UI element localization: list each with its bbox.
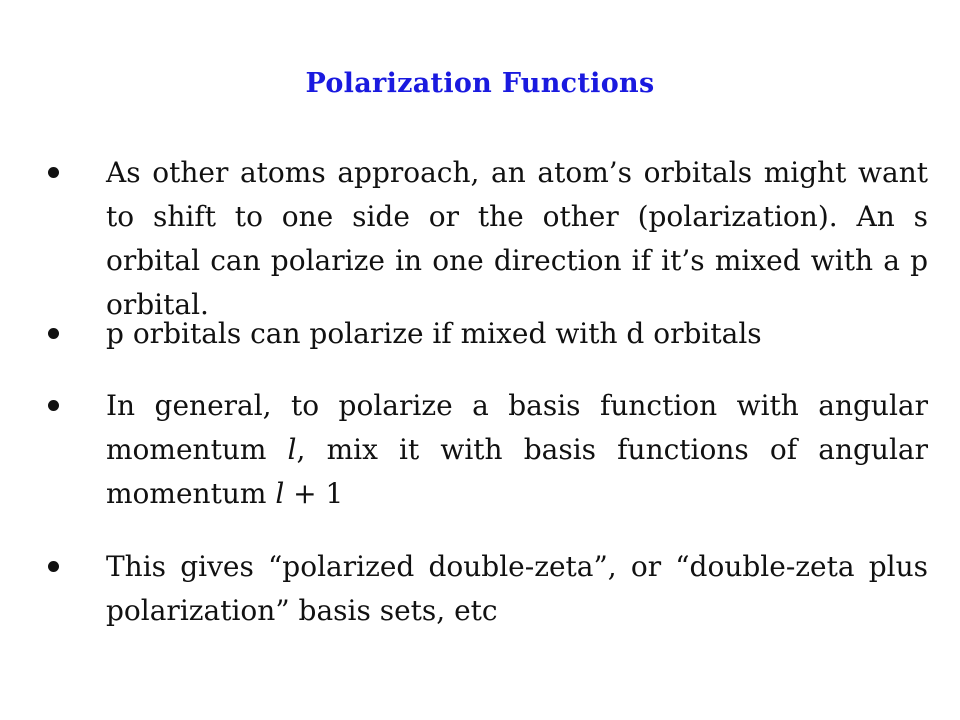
bullet-text-part: + 1 [284, 477, 344, 510]
bullet-text: As other atoms approach, an atom’s orbitals might want to shift to one side or the other (polarization). An s orbital can polarize in one direction if it’s mixed with a p orbital. [106, 156, 928, 321]
bullet-text [106, 384, 928, 516]
bullet-item [48, 151, 928, 327]
bullet-text-part: In general, to polarize a basis function with angular momentum [106, 389, 928, 466]
bullet-text: This gives “polarized double-zeta”, or “double-zeta plus polarization” basis sets, etc [106, 550, 928, 627]
bullet-item [48, 384, 928, 516]
bullet-dot-icon [48, 328, 59, 339]
slide-title: Polarization Functions [305, 68, 655, 99]
bullet-dot-icon [48, 167, 59, 178]
bullet-text: p orbitals can polarize if mixed with d orbitals [106, 317, 762, 350]
bullet-item [48, 545, 928, 633]
math-variable-l: l [275, 477, 285, 510]
bullet-dot-icon [48, 561, 59, 572]
bullet-dot-icon [48, 400, 59, 411]
math-variable-l: l [287, 433, 297, 466]
bullet-item [48, 312, 928, 356]
bullet-text-part: , mix it with basis functions of angular momentum [106, 433, 928, 510]
